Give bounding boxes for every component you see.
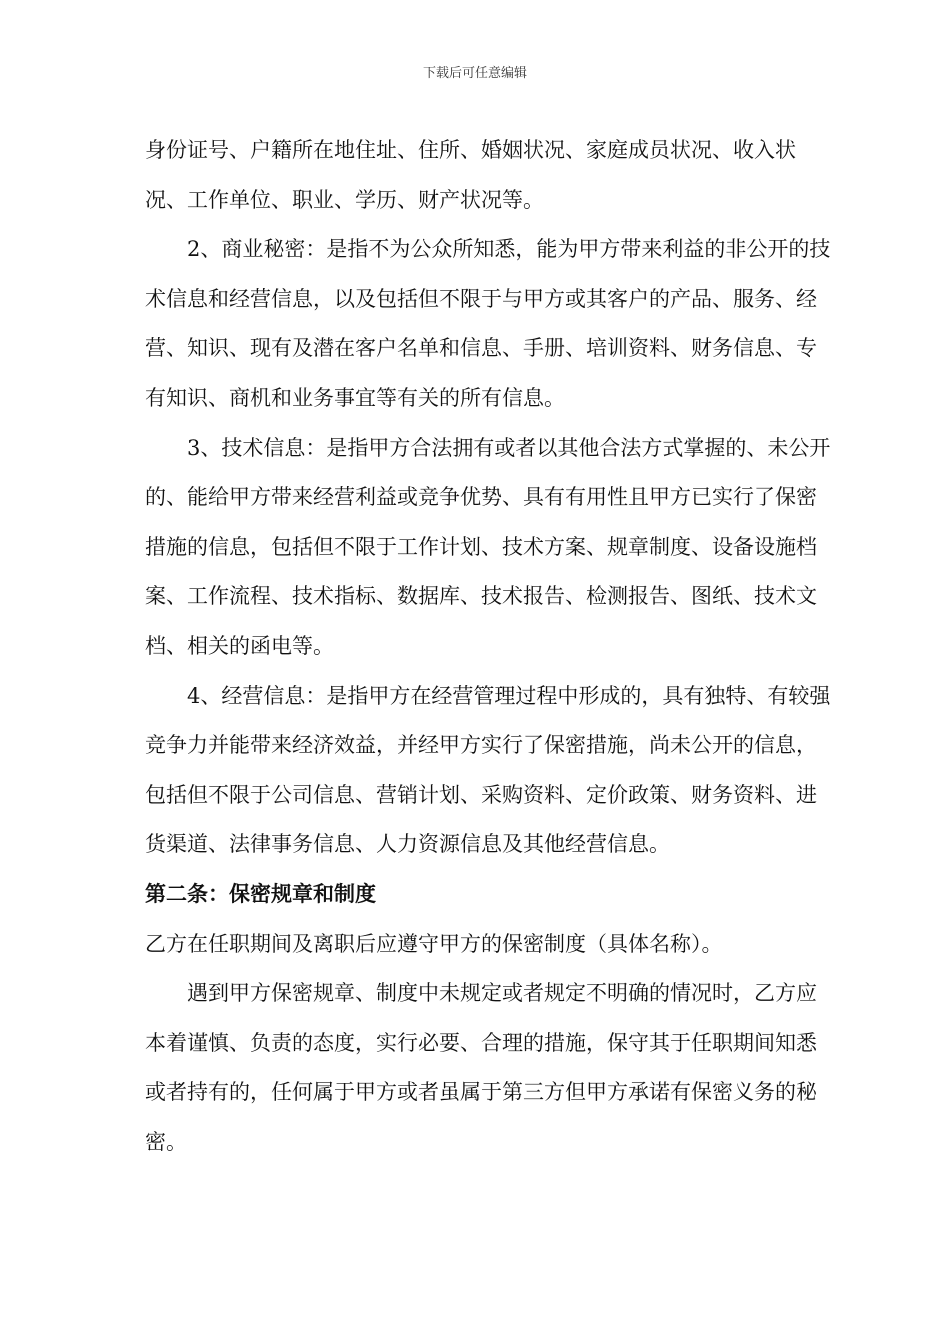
paragraph-technical-info: 3、技术信息：是指甲方合法拥有或者以其他合法方式掌握的、未公开的、能给甲方带来经营利益或竞争优势、具有有用性且甲方已实行了保密措施的信息，包括但不限于工作计划、技术方案、规章制度、设备设施档案、工作流程、技术指标、数据库、技术报告、检测报告、图纸、技术文档、相关的函电等。	[145, 435, 831, 658]
document-body	[145, 126, 835, 1167]
page-header: 下载后可任意编辑	[422, 66, 527, 81]
paragraph-trade-secret: 2、商业秘密：是指不为公众所知悉，能为甲方带来利益的非公开的技术信息和经营信息，以及包括但不限于与甲方或其客户的产品、服务、经营、知识、现有及潜在客户名单和信息、手册、培训资料、财务信息、专有知识、商机和业务事宜等有关的所有信息。	[145, 237, 831, 410]
paragraph-comply-rules: 乙方在任职期间及离职后应遵守甲方的保密制度（具体名称）。	[145, 931, 723, 956]
section-heading-article-2: 第二条：保密规章和制度	[145, 881, 376, 906]
paragraph-business-info: 4、经营信息：是指甲方在经营管理过程中形成的，具有独特、有较强竞争力并能带来经济效益，并经甲方实行了保密措施，尚未公开的信息，包括但不限于公司信息、营销计划、采购资料、定价政策、财务资料、进货渠道、法律事务信息、人力资源信息及其他经营信息。	[145, 683, 831, 857]
paragraph-personal-info-continued: 身份证号、户籍所在地住址、住所、婚姻状况、家庭成员状况、收入状况、工作单位、职业、学历、财产状况等。	[145, 138, 796, 212]
paragraph-unspecified-cases: 遇到甲方保密规章、制度中未规定或者规定不明确的情况时，乙方应本着谨慎、负责的态度，实行必要、合理的措施，保守其于任职期间知悉或者持有的，任何属于甲方或者虽属于第三方但甲方承诺有保密义务的秘密。	[145, 981, 817, 1154]
